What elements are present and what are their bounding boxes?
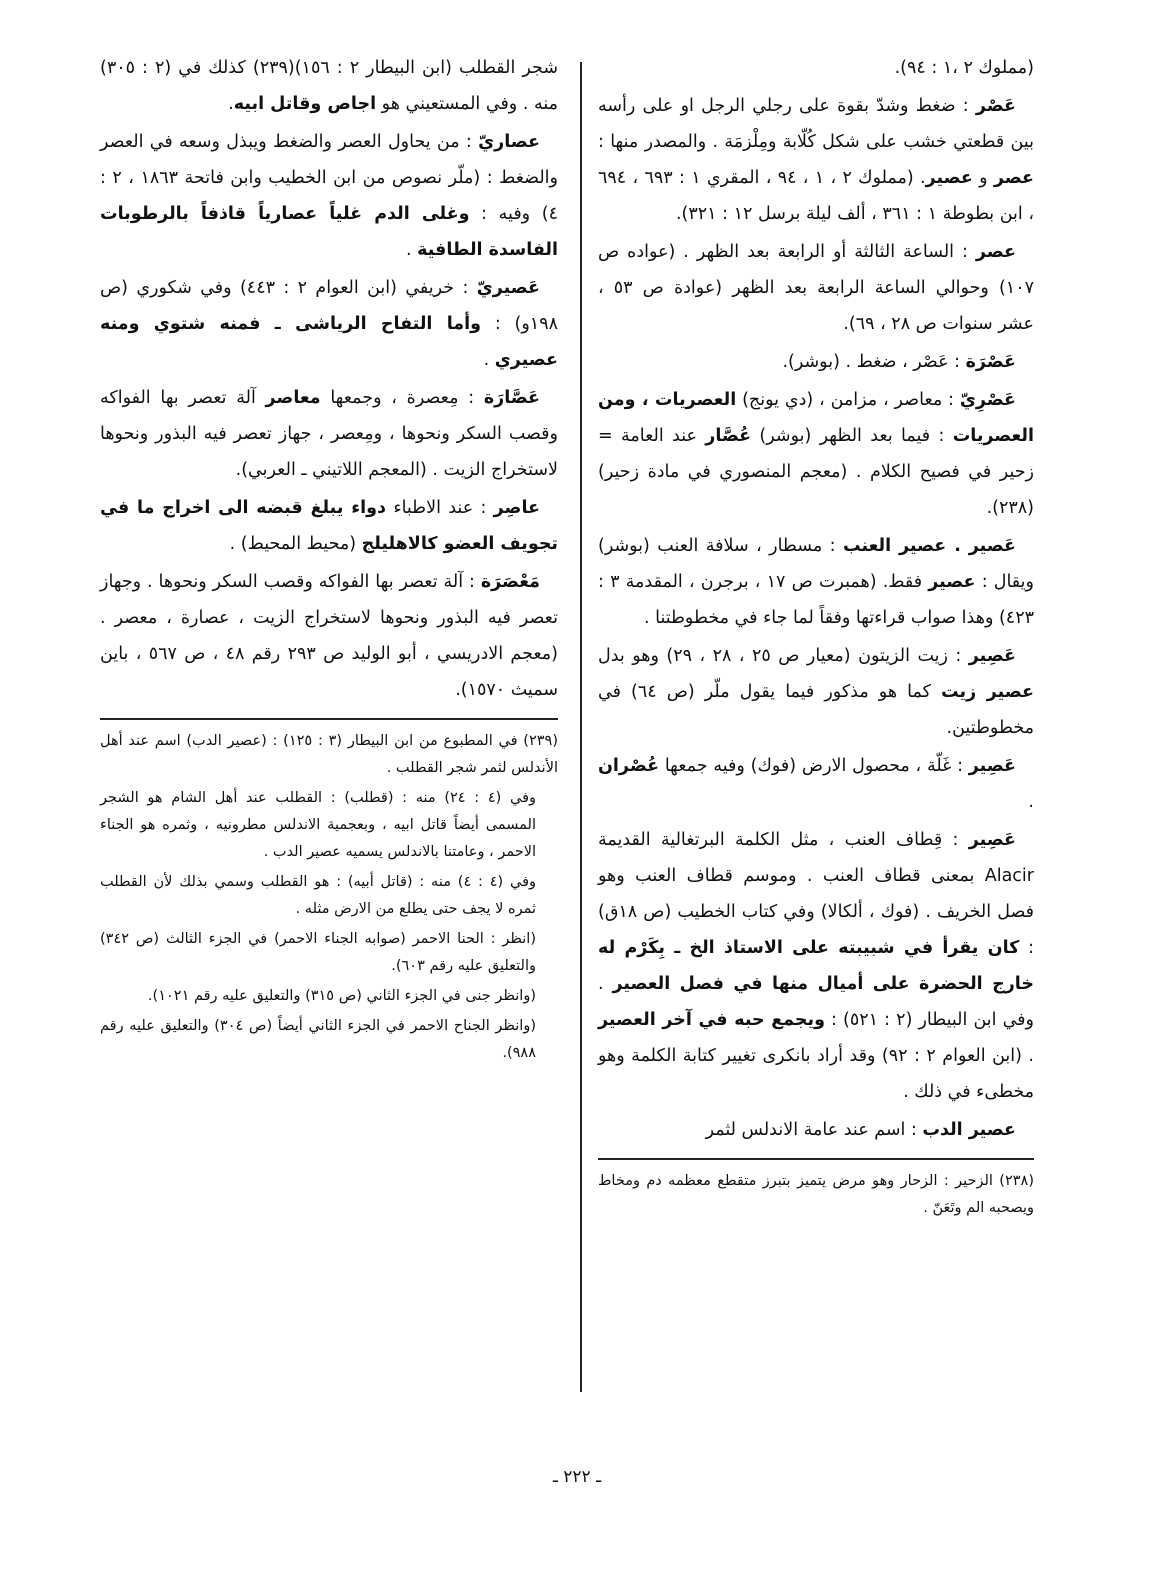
entry-text: (مملوك ٢ ،١ : ٩٤). [894, 58, 1034, 78]
headword: عصاريّ [478, 132, 540, 152]
headword: اجاص وقاتل ابيه [233, 94, 377, 114]
headword: مَعْصَرَة [480, 572, 540, 592]
footnote: وفي (٤ : ٢٤) منه : (قطلب) : القطلب عند أهل الشام هو الشجر المسمى أيضاً قاتل ابيه ، وبعجمية الاندلس مطرونيه ، وثمره هو الجناء الاحمر ، وعامتنا بالاندلس يسميه عصير الدب . [100, 790, 536, 860]
right-column [598, 50, 1034, 1225]
entry-text: فقط. (همبرت ص ١٧ ، برجرن ، المقدمة ٣ : ٤٢٣) وهذا صواب قراءتها وفقاً لما جاء في مخطوطتنا . [598, 572, 1034, 628]
entry-text: : مِعصرة ، وجمعها [320, 388, 484, 408]
headword: عاصِر [493, 498, 540, 518]
headword: العصريات ، ومن العصريات [598, 390, 1034, 446]
entry-text: عند العامة = زحير في فصيح الكلام . (معجم المنصوري في مادة زحير)(٢٣٨). [598, 426, 1034, 518]
entry-text: كما هو مذكور فيما يقول ملّر (ص ٦٤) في مخطوطتين. [598, 682, 1034, 738]
entry-text: . وفي ابن البيطار (٢ : ٥٢١) : [598, 974, 1034, 1030]
entry-paragraph [598, 88, 1034, 232]
left-entries [100, 50, 558, 708]
entry-paragraph [100, 564, 558, 708]
headword: عَصَّارَة [483, 388, 540, 408]
right-footnotes [598, 1168, 1034, 1222]
entry-text: : فيما بعد الظهر (بوشر) [751, 426, 953, 446]
entry-paragraph [100, 124, 558, 268]
headword: عَصْرَة [965, 352, 1016, 372]
entry-text: : عَصْر ، ضغط . (بوشر). [782, 352, 966, 372]
page-number: ـ ٢٢٢ ـ [552, 1467, 602, 1487]
headword: عَصيريّ [476, 278, 540, 298]
entry-paragraph [100, 490, 558, 562]
headword: عَصْرِيّ [959, 390, 1016, 410]
headword: عصير [925, 168, 973, 188]
headword: عَصِير [968, 756, 1016, 776]
left-footnotes [100, 728, 558, 1067]
entry-text: : زيت الزيتون (معيار ص ٢٥ ، ٢٨ ، ٢٩) وهو بدل [598, 646, 969, 666]
entry-text: : اسم عند عامة الاندلس لثمر [705, 1120, 923, 1140]
footnote: وفي (٤ : ٤) منه : (قاتل أبيه) : هو القطلب وسمي بذلك لأن القطلب ثمره لا يجف حتى يطلع من الارض مثله . [100, 874, 537, 917]
entry-paragraph [598, 344, 1034, 380]
headword: عصير الدب [922, 1120, 1016, 1140]
entry-paragraph [100, 50, 558, 122]
entry-text: : عند الاطباء [386, 498, 494, 518]
entry-text: : خريفي (ابن العوام ٢ : ٤٤٣) وفي شكوري (ص ١٩٨و) : [100, 278, 558, 334]
headword: عُصَّار [705, 426, 752, 446]
headword: عصر [993, 168, 1035, 188]
entry-text: . (ابن العوام ٢ : ٩٢) وقد أراد بانكرى تغيير كتابة الكلمة وهو مخطىء في ذلك . [598, 1046, 1034, 1102]
headword: عَصِير [968, 646, 1016, 666]
headword: كان يقرأ في شبيبته على الاستاذ الخ ـ بِكَرْم له خارج الحضرة على أميال منها في فصل العصير [598, 938, 1034, 994]
entry-text: (محيط المحيط) . [229, 534, 362, 554]
entry-text: و [972, 168, 994, 188]
left-column [100, 50, 558, 1070]
headword: عَصير . عصير العنب [842, 536, 1017, 556]
footnote: (وانظر جنى في الجزء الثاني (ص ٣١٥) والتعليق عليه رقم ١٠٢١). [147, 988, 536, 1004]
entry-paragraph [598, 1112, 1034, 1148]
headword: عصر [975, 242, 1016, 262]
headword: عصير زيت [940, 682, 1034, 702]
entry-text: : معاصر ، مزامن ، (دي يونج) [736, 390, 960, 410]
entry-paragraph [598, 822, 1034, 1110]
right-entries [598, 50, 1034, 1148]
entry-paragraph [100, 270, 558, 378]
footnote: (انظر : الحنا الاحمر (صوابه الجناء الاحمر) في الجزء الثالث (ص ٣٤٢) والتعليق عليه رقم ٦٠٣). [100, 931, 536, 974]
entry-paragraph [598, 382, 1034, 526]
column-divider [580, 62, 582, 1392]
headword: وغلى الدم غلياً عصارياً قاذفاً بالرطوبات الفاسدة الطافية [100, 204, 558, 260]
entry-paragraph [598, 234, 1034, 342]
entry-text: . (مملوك ٢ ، ١ ، ٩٤ ، المقري ١ : ٦٩٣ ، ٦٩٤ ، ابن بطوطة ١ : ٣٦١ ، ألف ليلة برسل ١٢ : ٣٢١). [598, 168, 1034, 224]
entry-paragraph [100, 380, 558, 488]
entry-text: . [1028, 792, 1034, 812]
headword: عصير [928, 572, 976, 592]
entry-paragraph [598, 638, 1034, 746]
footnote: (٢٣٩) في المطبوع من ابن البيطار (٣ : ١٢٥) : (عصير الدب) اسم عند أهل الأندلس لثمر شجر القطلب . [100, 733, 558, 776]
entry-text: : قِطاف العنب ، مثل الكلمة البرتغالية القديمة Alacir بمعنى قطاف العنب . وموسم قطاف العنب وهو فصل الخريف . (فوك ، ألكالا) وفي كتاب الخطيب (ص ١٨ق) : [598, 830, 1034, 958]
entry-text: . [405, 240, 418, 260]
entry-text: شجر القطلب (ابن البيطار ٢ : ١٥٦)(٢٣٩) كذلك في (٢ : ٣٠٥) منه . وفي المستعيني هو [100, 58, 558, 114]
headword: دواء يبلغ قبضه الى اخراج ما في تجويف العضو كالاهليلج [100, 498, 558, 554]
headword: وأما التفاح الرياشى ـ فمنه شتوي ومنه عصيري [100, 314, 558, 370]
footnote: (وانظر الجناح الاحمر في الجزء الثاني أيضاً (ص ٣٠٤) والتعليق عليه رقم ٩٨٨). [100, 1018, 536, 1061]
entry-text: : آلة تعصر بها الفواكه وقصب السكر ونحوها . وجهاز تعصر فيه البذور ونحوها لاستخراج الزيت ، عصارة ، معصر . (معجم الادريسي ، أبو الوليد ص ٢٩٣ رقم ٤٨ ، ص ٥٦٧ ، باين سميث ١٥٧٠). [100, 572, 559, 700]
entry-text: . [228, 94, 234, 114]
entry-text: . [483, 350, 495, 370]
entry-paragraph [598, 528, 1034, 636]
headword: ويجمع حبه في آخر العصير [598, 1010, 825, 1030]
headword: معاصر [265, 388, 321, 408]
entry-text: : الساعة الثالثة أو الرابعة بعد الظهر . (عواده ص ١٠٧) وحوالي الساعة الرابعة بعد الظهر (عوادة ص ٥٣ ، عشر سنوات ص ٢٨ ، ٦٩). [598, 242, 1034, 334]
headword: عَصِير [968, 830, 1016, 850]
entry-text: : مسطار ، سلافة العنب (بوشر) ويقال : [598, 536, 1034, 592]
entry-text: : من يحاول العصر والضغط ويبذل وسعه في العصر والضغط : (ملّر نصوص من ابن الخطيب وابن فاتحة ١٨٦٣ ، ٢ : ٤) وفيه : [100, 132, 558, 224]
entry-text: : غَلّة ، محصول الارض (فوك) وفيه جمعها [659, 756, 969, 776]
entry-text: : ضغط وشدّ بقوة على رجلي الرجل او على رأسه بين قطعتي خشب على شكل كُلّابة ومِلْزمَة . والمصدر منها : [598, 96, 1034, 152]
entry-text: آلة تعصر بها الفواكه وقصب السكر ونحوها ، ومِعصر ، جهاز تعصر فيه البذور ونحوها لاستخراج الزيت . (المعجم اللاتيني ـ العربي). [100, 388, 558, 480]
left-footnote-rule [100, 718, 558, 720]
entry-paragraph [598, 748, 1034, 820]
right-footnote-rule [598, 1158, 1034, 1160]
entry-paragraph [598, 50, 1034, 86]
headword: عَصْر [975, 96, 1016, 116]
footnote: (٢٣٨) الزحير : الزحار وهو مرض يتميز بتبرز متقطع معظمه دم ومخاط ويصحبه الم وتَعَنّ . [598, 1173, 1034, 1216]
headword: عُصْران [598, 756, 660, 776]
